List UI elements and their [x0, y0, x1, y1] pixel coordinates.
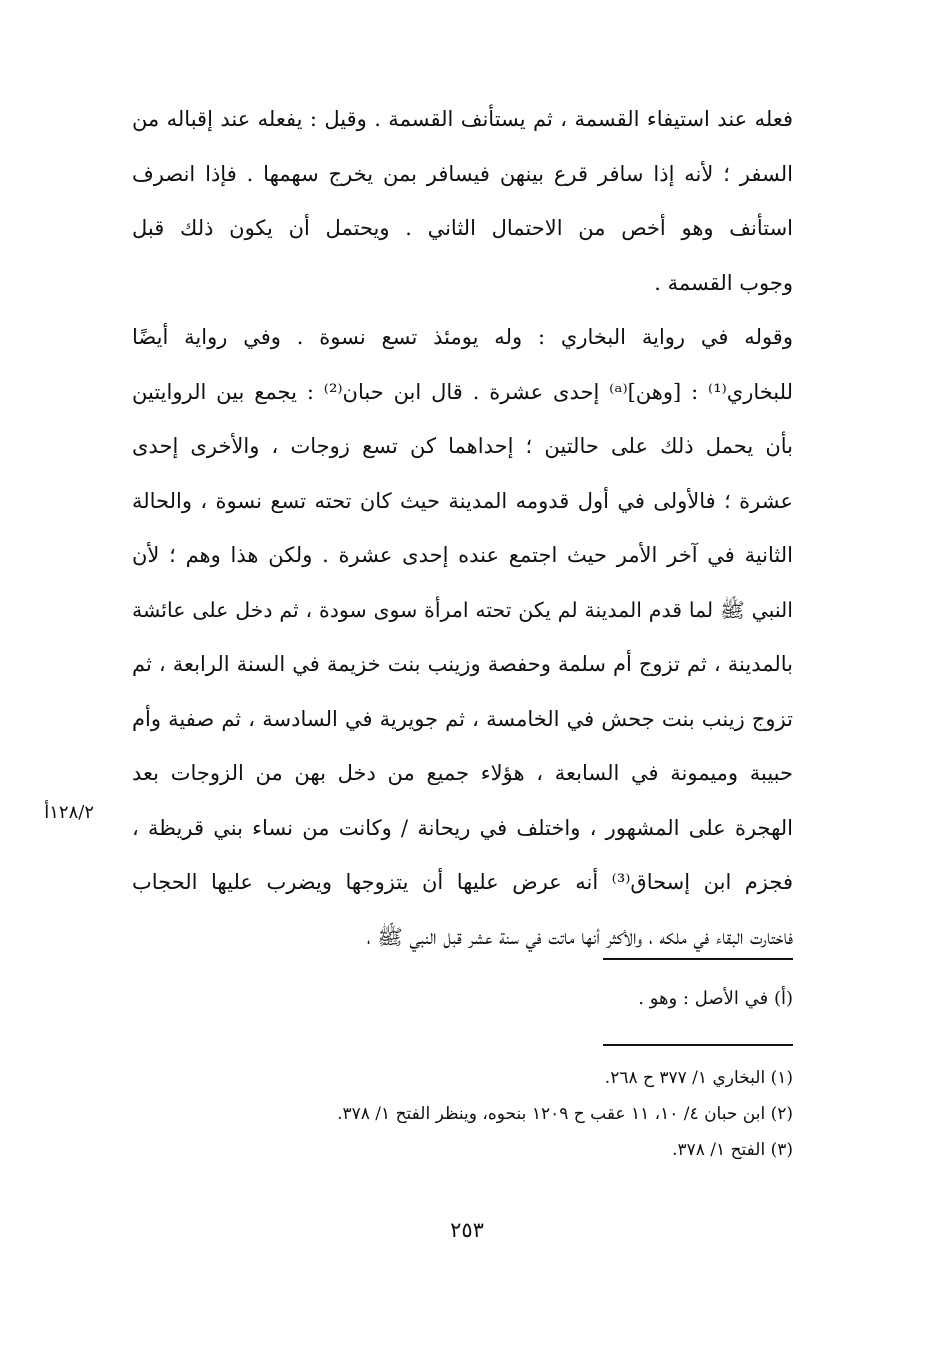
text-line: استأنف وهو أخص من الاحتمال الثاني . ويحتمل أن يكون ذلك قبل [132, 216, 793, 240]
variant-note: (أ) في الأصل : وهو . [638, 988, 793, 1009]
text-line: بأن يحمل ذلك على حالتين ؛ إحداهما كن تسع زوجات ، والأخرى إحدى [132, 434, 793, 458]
text-line: وقوله في رواية البخاري : وله يومئذ تسع نسوة . وفي رواية أيضًا [132, 325, 793, 349]
text-line: للبخاري⁽¹⁾ : [وهن]⁽ᵃ⁾ إحدى عشرة . قال ابن حبان⁽²⁾ : يجمع بين الروايتين [132, 379, 793, 404]
text-line: الثانية في آخر الأمر حيث اجتمع عنده إحدى عشرة . ولكن هذا وهم ؛ لأن [132, 543, 793, 567]
footnotes-divider [603, 1044, 793, 1046]
text-line: عشرة ؛ فالأولى في أول قدومه المدينة حيث كان تحته تسع نسوة ، والحالة [132, 488, 793, 513]
text-line: فعله عند استيفاء القسمة ، ثم يستأنف القسمة . وقيل : يفعله عند إقباله من [132, 107, 793, 131]
text-line: بالمدينة ، ثم تزوج أم سلمة وحفصة وزينب بنت خزيمة في السنة الرابعة ، ثم [132, 652, 793, 676]
text-line: السفر ؛ لأنه إذا سافر قرع بينهن فيسافر بمن يخرج سهمها . فإذا انصرف [132, 161, 793, 186]
footnote-3: (٣) الفتح ١/ ٣٧٨. [672, 1140, 793, 1160]
paragraph-2 [132, 310, 793, 964]
footnote-1: (١) البخاري ١/ ٣٧٧ ح ٢٦٨. [604, 1068, 793, 1088]
paragraph-1 [132, 92, 793, 310]
page-number: ٢٥٣ [450, 1218, 484, 1242]
text-line: فجزم ابن إسحاق⁽³⁾ أنه عرض عليها أن يتزوجها ويضرب عليها الحجاب [132, 870, 793, 894]
footnote-2: (٢) ابن حبان ٤/ ١٠، ١١ عقب ح ١٢٠٩ بنحوه، وينظر الفتح ١/ ٣٧٨. [337, 1104, 793, 1124]
text-line: فاختارت البقاء في ملكه ، والأكثر أنها ماتت في سنة عشر قبل النبي ﷺ ، [366, 924, 793, 949]
apparatus-divider [603, 958, 793, 960]
text-line: وجوب القسمة . [654, 270, 793, 295]
text-line: الهجرة على المشهور ، واختلف في ريحانة / وكانت من نساء بني قريظة ، [132, 815, 793, 840]
text-line: تزوج زينب بنت جحش في الخامسة ، ثم جويرية في السادسة ، ثم صفية وأم [132, 706, 793, 731]
text-line: النبي ﷺ لما قدم المدينة لم يكن تحته امرأة سوى سودة ، ثم دخل على عائشة [132, 597, 793, 622]
text-line: حبيبة وميمونة في السابعة ، هؤلاء جميع من دخل بهن من الزوجات بعد [132, 761, 793, 785]
manuscript-folio-marker: ١٢٨/٢أ [44, 802, 94, 823]
